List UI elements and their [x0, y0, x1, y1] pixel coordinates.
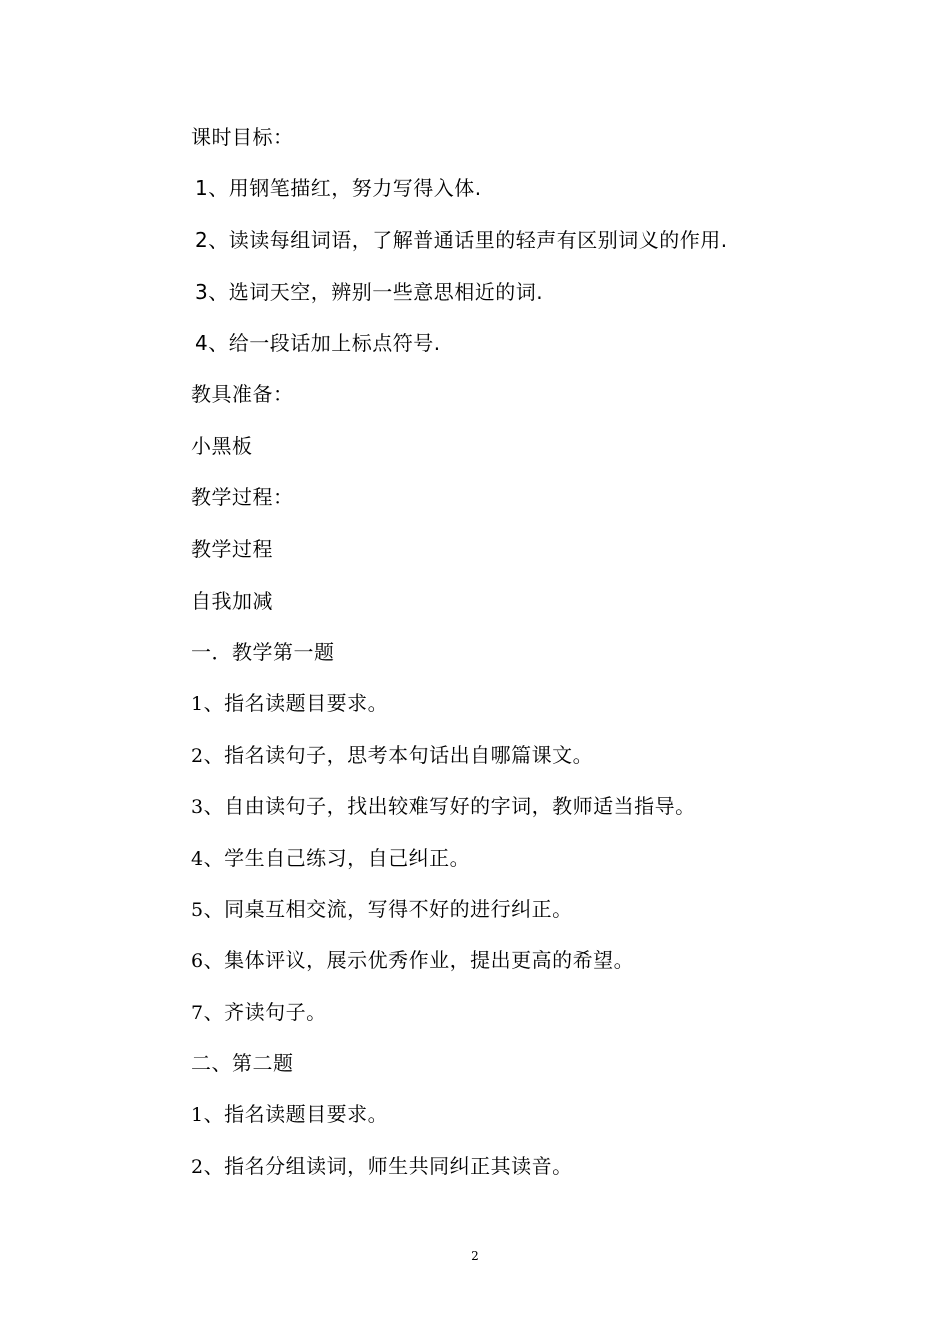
part1-step-4: [191, 845, 470, 872]
step-text: 、学生自己练习，自己纠正。: [203, 846, 471, 870]
step-number: 5: [191, 899, 204, 921]
objective-item-4: 4、给一段话加上标点符号.: [195, 331, 441, 355]
step-number: 4: [191, 848, 204, 870]
step-text: 、指名读题目要求。: [203, 1102, 389, 1126]
part1-step-2: [191, 742, 593, 769]
materials-content: 小黑板: [191, 434, 253, 458]
step-number: 1: [191, 1104, 204, 1126]
step-text: 、齐读句子。: [203, 1000, 327, 1024]
materials-heading: 教具准备：: [191, 382, 294, 406]
step-number: 2: [191, 745, 204, 767]
part1-title: 一．教学第一题: [191, 640, 335, 664]
step-number: 6: [191, 950, 204, 972]
objective-item-1: 1、用钢笔描红，努力写得入体.: [195, 176, 482, 200]
step-number: 2: [191, 1156, 204, 1178]
objectives-heading: 课时目标：: [191, 125, 294, 149]
step-text: 、指名读句子，思考本句话出自哪篇课文。: [203, 743, 594, 767]
process-subheading: 教学过程: [191, 537, 273, 561]
page-number: 2: [471, 1249, 479, 1263]
step-number: 7: [191, 1002, 204, 1024]
part1-step-6: [191, 947, 634, 974]
part1-step-7: [191, 999, 327, 1026]
step-text: 、同桌互相交流，写得不好的进行纠正。: [203, 897, 573, 921]
part1-step-3: [191, 793, 696, 820]
part1-step-1: [191, 690, 388, 717]
part2-title: 二、第二题: [191, 1051, 294, 1075]
section-title: 自我加减: [191, 589, 273, 613]
part2-step-2: [191, 1153, 573, 1180]
step-number: 1: [191, 693, 204, 715]
objective-item-3: 3、选词天空，辨别一些意思相近的词.: [195, 280, 544, 304]
step-text: 、指名分组读词，师生共同纠正其读音。: [203, 1154, 573, 1178]
part1-step-5: [191, 896, 573, 923]
objective-item-2: 2、读读每组词语，了解普通话里的轻声有区别词义的作用.: [195, 228, 728, 252]
step-number: 3: [191, 796, 204, 818]
step-text: 、自由读句子，找出较难写好的字词，教师适当指导。: [203, 794, 696, 818]
step-text: 、指名读题目要求。: [203, 691, 389, 715]
part2-step-1: [191, 1101, 388, 1128]
step-text: 、集体评议，展示优秀作业，提出更高的希望。: [203, 948, 635, 972]
process-heading: 教学过程：: [191, 485, 294, 509]
